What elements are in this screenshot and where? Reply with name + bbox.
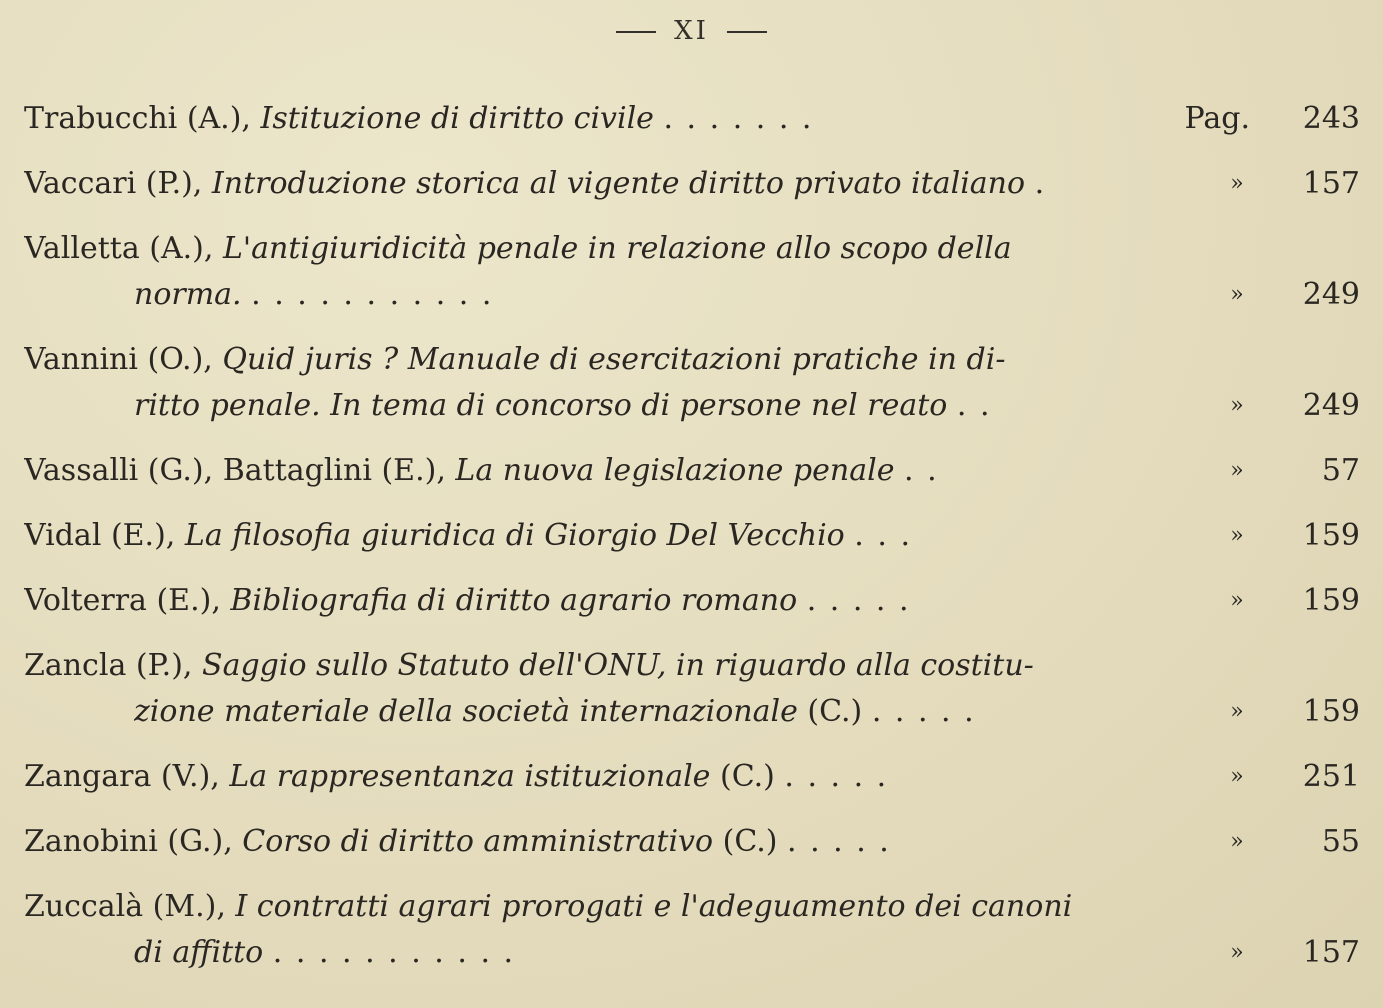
- entry-continuation-line: [24, 272, 1360, 318]
- index-entry: [24, 96, 1360, 142]
- entry-title-continued: ritto penale. In tema di concorso di persone nel reato: [134, 388, 948, 423]
- entry-title: La filosofia giuridica di Giorgio Del Vecchio: [184, 518, 845, 553]
- entry-line: [24, 96, 1360, 142]
- index-entry: [24, 754, 1360, 800]
- index-entry: [24, 884, 1360, 976]
- entry-author: Vannini (O.),: [24, 342, 213, 377]
- entry-title: Bibliografia di diritto agrario romano: [230, 583, 798, 618]
- entry-line: [24, 884, 1360, 930]
- index-entry: [24, 161, 1360, 207]
- entry-author: Vassalli (G.), Battaglini (E.),: [24, 453, 446, 488]
- ditto-mark: »: [1230, 699, 1244, 724]
- page-number: 159: [1302, 583, 1360, 618]
- entry-continuation-line: [24, 689, 1360, 735]
- ditto-mark: »: [1230, 393, 1244, 418]
- page-number: 249: [1302, 277, 1360, 312]
- entry-title: Introduzione storica al vigente diritto privato italiano: [211, 166, 1026, 201]
- page-number: 157: [1302, 935, 1360, 970]
- entry-title-continued: di affitto: [134, 935, 264, 970]
- page-number: 159: [1302, 694, 1360, 729]
- entry-line: [24, 754, 1360, 800]
- entry-author: Zuccalà (M.),: [24, 889, 226, 924]
- leader-dots: . . . . .: [806, 583, 911, 618]
- page-header: [0, 16, 1383, 46]
- ditto-mark: »: [1230, 940, 1244, 965]
- page-number: 243: [1302, 101, 1360, 136]
- page-number: 55: [1321, 824, 1360, 859]
- leader-dots: . .: [956, 388, 992, 423]
- ditto-mark: »: [1230, 458, 1244, 483]
- page-number: 159: [1302, 518, 1360, 553]
- index-entry: [24, 226, 1360, 318]
- entry-title: Saggio sullo Statuto dell'ONU, in riguardo alla costitu-: [202, 648, 1034, 683]
- entry-title-continued: zione materiale della società internazionale: [134, 694, 798, 729]
- entry-author: Valletta (A.),: [24, 231, 214, 266]
- entry-suffix: (C.): [807, 694, 863, 729]
- leader-dots: . . . . . . . . . . .: [272, 935, 516, 970]
- header-dash-right: [727, 31, 767, 33]
- ditto-mark: »: [1230, 171, 1244, 196]
- leader-dots: . . . . . . .: [663, 101, 814, 136]
- ditto-mark: »: [1230, 523, 1244, 548]
- entry-suffix: (C.): [722, 824, 778, 859]
- leader-dots: .: [1034, 166, 1047, 201]
- leader-dots: . .: [904, 453, 939, 488]
- entry-author: Zangara (V.),: [24, 759, 220, 794]
- pag-label: Pag.: [1184, 101, 1250, 136]
- entry-line: [24, 337, 1360, 383]
- page-number: 157: [1302, 166, 1360, 201]
- leader-dots: . . .: [854, 518, 912, 553]
- entry-title: L'antigiuridicità penale in relazione allo scopo della: [222, 231, 1012, 266]
- ditto-mark: »: [1230, 829, 1244, 854]
- entry-title: Istituzione di diritto civile: [260, 101, 654, 136]
- leader-dots: . . . . . . . . . . .: [251, 277, 494, 312]
- entry-title: I contratti agrari prorogati e l'adeguamento dei canoni: [235, 889, 1073, 924]
- page-number-roman: XI: [674, 16, 709, 46]
- entry-line: [24, 161, 1360, 207]
- entry-title: Quid juris ? Manuale di esercitazioni pratiche in di-: [222, 342, 1006, 377]
- index-entry: [24, 448, 1360, 494]
- entry-line: [24, 578, 1360, 624]
- entry-author: Zancla (P.),: [24, 648, 193, 683]
- entry-author: Volterra (E.),: [24, 583, 221, 618]
- leader-dots: . . . . .: [871, 694, 976, 729]
- entry-title: Corso di diritto amministrativo: [242, 824, 714, 859]
- entry-continuation-line: [24, 383, 1360, 429]
- entry-title: La nuova legislazione penale: [455, 453, 895, 488]
- page-number: 251: [1302, 759, 1360, 794]
- entry-author: Vidal (E.),: [24, 518, 176, 553]
- entry-continuation-line: [24, 930, 1360, 976]
- entry-line: [24, 819, 1360, 865]
- index-entry: [24, 513, 1360, 559]
- index-entry: [24, 578, 1360, 624]
- ditto-mark: »: [1230, 764, 1244, 789]
- entry-line: [24, 513, 1360, 559]
- ditto-mark: »: [1230, 588, 1244, 613]
- page-number: 249: [1302, 388, 1360, 423]
- header-dash-left: [616, 31, 656, 33]
- entry-author: Zanobini (G.),: [24, 824, 233, 859]
- entry-title-continued: norma.: [134, 277, 242, 312]
- entry-line: [24, 226, 1360, 272]
- index-entry: [24, 337, 1360, 429]
- entry-line: [24, 448, 1360, 494]
- leader-dots: . . . . .: [784, 759, 889, 794]
- leader-dots: . . . . .: [787, 824, 891, 859]
- entry-line: [24, 643, 1360, 689]
- index-entry: [24, 643, 1360, 735]
- entry-author: Trabucchi (A.),: [24, 101, 251, 136]
- entry-suffix: (C.): [719, 759, 775, 794]
- index-entries: [24, 96, 1360, 995]
- entry-title: La rappresentanza istituzionale: [229, 759, 711, 794]
- entry-author: Vaccari (P.),: [24, 166, 203, 201]
- page-number: 57: [1321, 453, 1360, 488]
- index-entry: [24, 819, 1360, 865]
- ditto-mark: »: [1230, 282, 1244, 307]
